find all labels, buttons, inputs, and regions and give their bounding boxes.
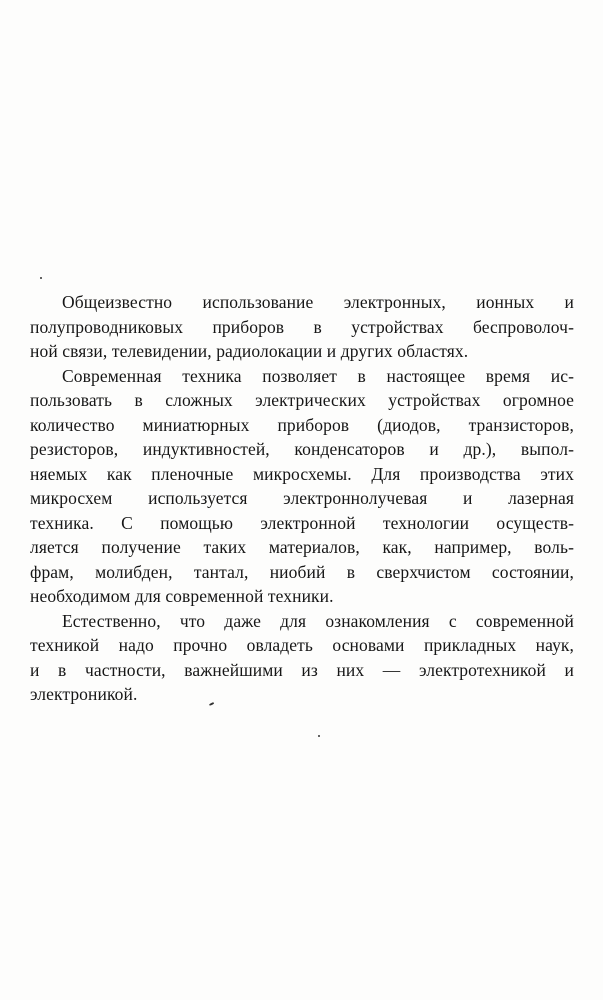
text-line: Общеизвестно использование электронных, ионных и [62, 292, 574, 312]
text-line: микросхем используется электроннолучевая и лазерная [30, 488, 574, 508]
text-line: фрам, молибден, тантал, ниобий в сверхчистом состоянии, [30, 561, 574, 582]
text-line: ляется получение таких материалов, как, например, воль- [30, 537, 574, 557]
text-line: и в частности, важнейшими из них — электротехникой и [30, 659, 574, 680]
text-line: Современная техника позволяет в настоящее время ис- [62, 365, 574, 386]
text-line: техника. С помощью электронной технологии осуществ- [30, 512, 574, 533]
print-speck [318, 735, 320, 737]
text-line: резисторов, индуктивностей, конденсаторов и др.), выпол- [30, 439, 574, 459]
text-line: электроникой. [30, 684, 138, 704]
text-line: пользовать в сложных электрических устройствах огромное [30, 390, 574, 410]
text-line: полупроводниковых приборов в устройствах беспроволоч- [30, 316, 574, 337]
print-speck [40, 277, 42, 279]
body-text [30, 290, 574, 707]
text-line: Естественно, что даже для ознакомления с современной [62, 610, 574, 631]
text-line: количество миниатюрных приборов (диодов, транзисторов, [30, 414, 574, 435]
text-line: ной связи, телевидении, радиолокации и других областях. [30, 341, 469, 361]
text-line: техникой надо прочно овладеть основами прикладных наук, [30, 635, 574, 655]
text-line: няемых как пленочные микросхемы. Для производства этих [30, 463, 574, 484]
text-line: необходимом для современной техники. [30, 586, 334, 606]
